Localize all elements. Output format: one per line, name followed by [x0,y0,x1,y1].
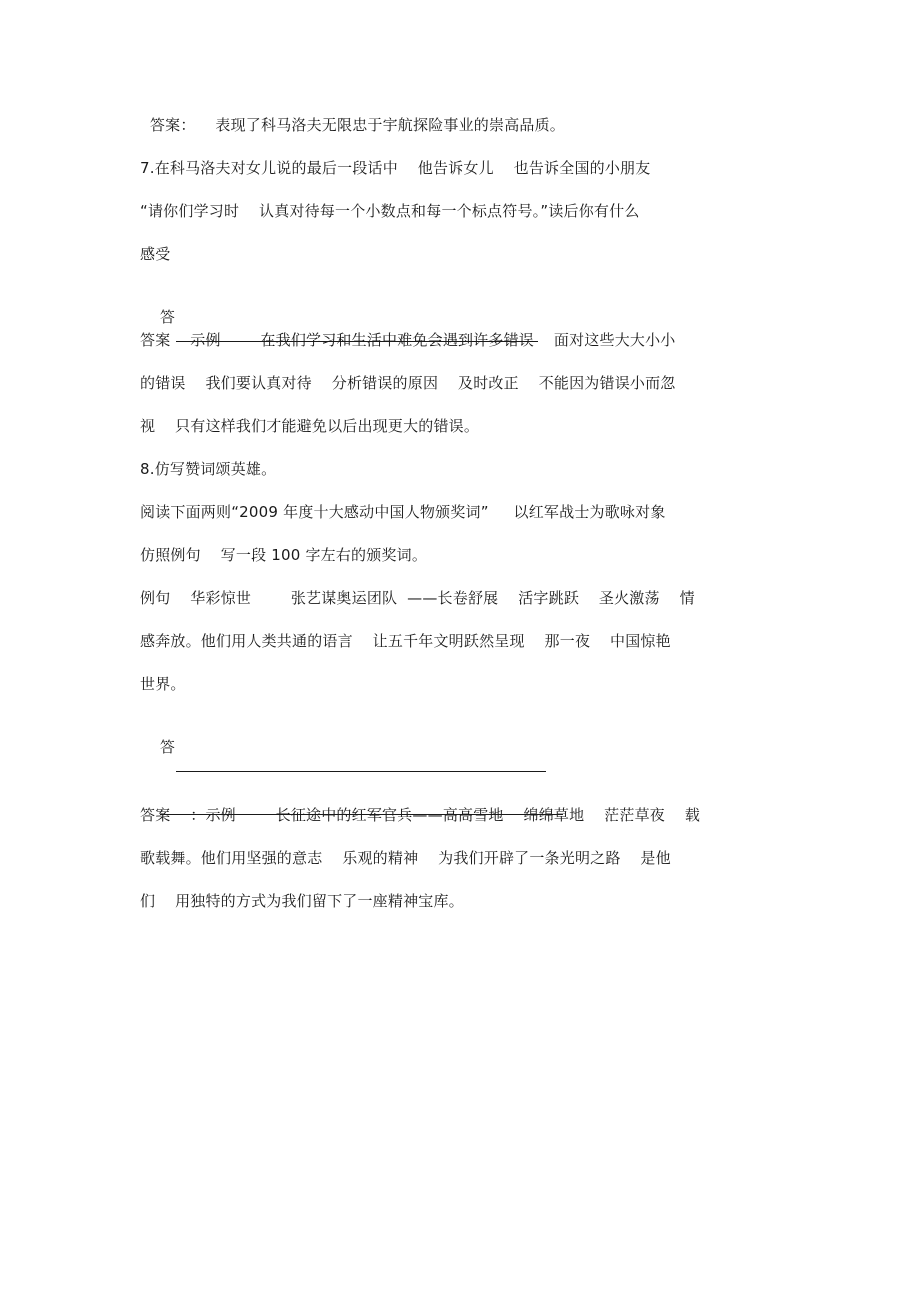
answer-8-line-2: 歌载舞。他们用坚强的意志 乐观的精神 为我们开辟了一条光明之路 是他 [140,849,671,867]
answer-6-text: 答案： 表现了科马洛夫无限忠于宇航探险事业的崇高品质。 [140,116,566,134]
answer-label: 答 [159,738,176,756]
question-8-line-1: 阅读下面两则“2009 年度十大感动中国人物颁奖词” 以红军战士为歌咏对象 [140,503,666,521]
question-7-line-1: 7.在科马洛夫对女儿说的最后一段话中 他告诉女儿 也告诉全国的小朋友 [140,159,651,177]
answer-8-blank-row-2 [140,760,563,840]
answer-8-line-1: 答案 ：示例 长征途中的红军官兵——高高雪地 绵绵草地 茫茫草夜 载 [140,806,701,824]
question-7-line-2: “请你们学习时 认真对待每一个小数点和每一个标点符号。”读后你有什么 [140,202,640,220]
question-7-line-3: 感受 [140,245,171,263]
answer-7-blank-row [140,287,538,367]
question-8-line-2: 仿照例句 写一段 100 字左右的颁奖词。 [140,546,428,564]
question-8-title: 8.仿写赞词颂英雄。 [140,460,277,478]
example-line-3: 世界。 [140,675,186,693]
answer-7-line-2: 的错误 我们要认真对待 分析错误的原因 及时改正 不能因为错误小而忽 [140,374,676,392]
answer-label: 答 [159,308,176,326]
answer-7-line-3: 视 只有这样我们才能避免以后出现更大的错误。 [140,417,480,435]
answer-7-line-1: 答案 示例 在我们学习和生活中难免会遇到许多错误 面对这些大大小小 [140,331,676,349]
example-line-1: 例句 华彩惊世 张艺谋奥运团队 ——长卷舒展 活字跳跃 圣火激荡 情 [140,589,695,607]
answer-8-line-3: 们 用独特的方式为我们留下了一座精神宝库。 [140,892,464,910]
example-line-2: 感奔放。他们用人类共通的语言 让五千年文明跃然呈现 那一夜 中国惊艳 [140,632,671,650]
